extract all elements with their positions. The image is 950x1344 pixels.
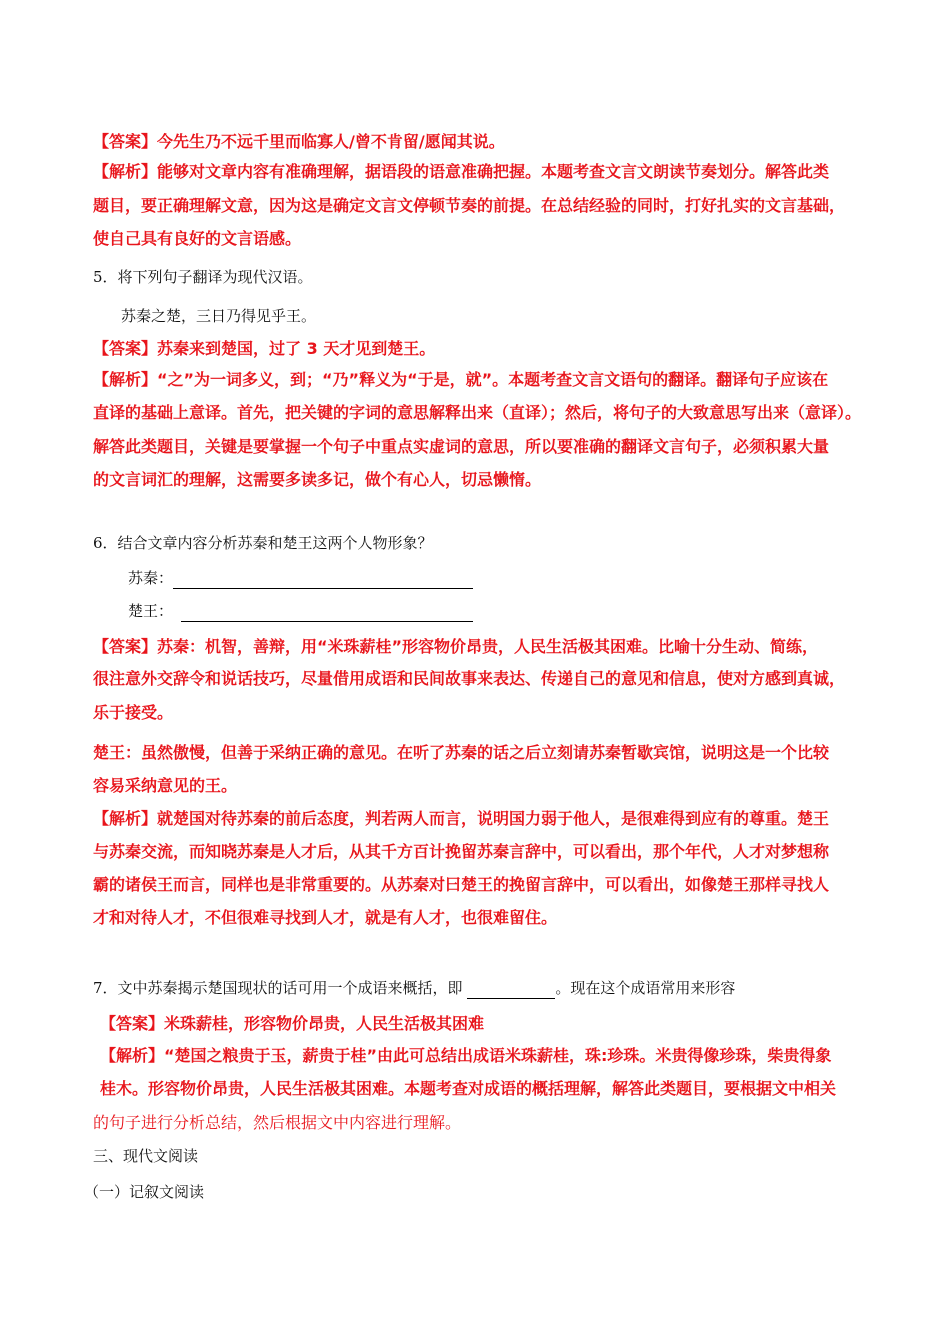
q5-analysis-line-1: 【解析】“之”为一词多义，到；“乃”释义为“于是，就”。本题考查文言文语句的翻译。翻译句子应该在 <box>93 370 829 389</box>
q7-analysis-line-1: 【解析】“楚国之粮贵于玉，薪贵于桂”由此可总结出成语米珠薪桂，珠:珍珠。米贵得像珍珠，柴贵得象 <box>100 1046 832 1065</box>
q6-answer-suqin-line-1: 【答案】苏秦：机智，善辩，用“米珠薪桂”形容物价昂贵，人民生活极其困难。比喻十分生动、简练， <box>93 637 819 656</box>
q6-suqin-blank[interactable] <box>173 570 473 589</box>
q5-sentence: 苏秦之楚，三日乃得见乎王。 <box>121 307 317 325</box>
q5-analysis-line-4: 的文言词汇的理解，这需要多读多记，做个有心人，切忌懒惰。 <box>93 470 542 489</box>
q6-analysis-line-4: 才和对待人才，不但很难寻找到人才，就是有人才，也很难留住。 <box>93 908 558 927</box>
q5-analysis-line-3: 解答此类题目，关键是要掌握一个句子中重点实虚词的意思，所以要准确的翻译文言句子，必须积累大量 <box>93 437 830 456</box>
q7-analysis-line-3: 的句子进行分析总结，然后根据文中内容进行理解。 <box>93 1113 462 1132</box>
q6-answer-suqin-line-3: 乐于接受。 <box>93 703 174 722</box>
q6-chuwang-label: 楚王： <box>128 602 174 620</box>
section3-sub-heading: （一）记叙文阅读 <box>84 1183 205 1201</box>
q6-answer-chuwang-line-1: 楚王：虽然傲慢，但善于采纳正确的意见。在听了苏秦的话之后立刻请苏秦暂歇宾馆，说明这是一个比较 <box>93 743 830 762</box>
q5-question: 5．将下列句子翻译为现代汉语。 <box>93 268 313 286</box>
q7-question-row <box>93 977 735 999</box>
q7-question-before: 7．文中苏秦揭示楚国现状的话可用一个成语来概括，即 <box>93 979 468 997</box>
q6-answer-suqin-line-2: 很注意外交辞令和说话技巧，尽量借用成语和民间故事来表达、传递自己的意见和信息，使对方感到真诚， <box>93 669 846 688</box>
q4-analysis-line-2: 题目，要正确理解文意，因为这是确定文言文停顿节奏的前提。在总结经验的同时，打好扎实的文言基础， <box>93 196 846 215</box>
q6-analysis-line-1: 【解析】就楚国对待苏秦的前后态度，判若两人而言，说明国力弱于他人，是很难得到应有的尊重。楚王 <box>93 809 830 828</box>
q5-analysis-line-2: 直译的基础上意译。首先，把关键的字词的意思解释出来（直译）；然后，将句子的大致意思写出来（意译）。 <box>93 403 862 422</box>
section3-heading: 三、现代文阅读 <box>93 1147 199 1165</box>
q6-chuwang-blank[interactable] <box>181 603 473 622</box>
q4-analysis-line-3: 使自己具有良好的文言语感。 <box>93 229 302 248</box>
q6-answer-chuwang-line-2: 容易采纳意见的王。 <box>93 776 238 795</box>
q6-analysis-line-3: 霸的诸侯王而言，同样也是非常重要的。从苏秦对曰楚王的挽留言辞中，可以看出，如像楚王那样寻找人 <box>93 875 830 894</box>
q6-analysis-line-2: 与苏秦交流，而知晓苏秦是人才后，从其千方百计挽留苏秦言辞中，可以看出，那个年代，人才对梦想称 <box>93 842 830 861</box>
q4-answer: 【答案】今先生乃不远千里而临寡人/曾不肯留/愿闻其说。 <box>93 132 505 151</box>
q7-analysis-line-2: 桂木。形容物价昂贵，人民生活极其困难。本题考查对成语的概括理解，解答此类题目，要根据文中相关 <box>100 1079 837 1098</box>
q4-analysis-line-1: 【解析】能够对文章内容有准确理解，据语段的语意准确把握。本题考查文言文朗读节奏划分。解答此类 <box>93 162 830 181</box>
q6-suqin-label: 苏秦： <box>128 569 174 587</box>
q6-suqin-row <box>128 567 473 589</box>
q6-question: 6．结合文章内容分析苏秦和楚王这两个人物形象？ <box>93 534 433 552</box>
q7-blank[interactable] <box>467 980 555 999</box>
q5-answer: 【答案】苏秦来到楚国，过了 3 天才见到楚王。 <box>93 339 436 358</box>
q6-chuwang-row <box>128 600 473 622</box>
q7-answer: 【答案】米珠薪桂，形容物价昂贵，人民生活极其困难 <box>100 1014 485 1033</box>
q7-question-after: 。现在这个成语常用来形容 <box>555 979 736 997</box>
